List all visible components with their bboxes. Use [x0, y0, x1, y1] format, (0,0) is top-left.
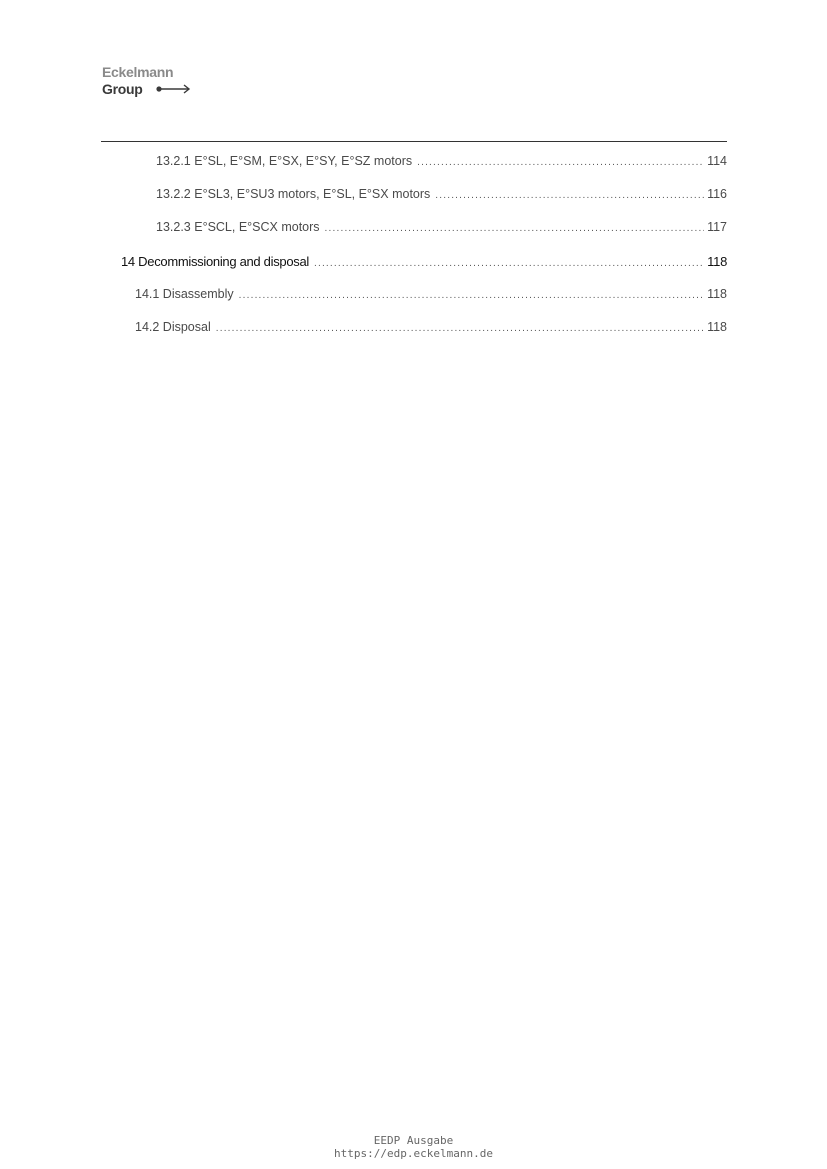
toc-entry-title: 14.1 Disassembly — [135, 287, 234, 301]
toc-entry-title: 14 Decommissioning and disposal — [121, 254, 309, 269]
logo-line-eckelmann: Eckelmann — [102, 64, 174, 80]
toc-entry-page: 116 — [707, 187, 727, 201]
toc-entry-14[interactable] — [121, 254, 727, 272]
toc-entry-title: 13.2.2 E°SL3, E°SU3 motors, E°SL, E°SX motors — [156, 187, 431, 201]
toc-entry-page: 118 — [707, 254, 727, 269]
toc-leader-dots — [435, 190, 704, 201]
toc-entry-title: 13.2.3 E°SCL, E°SCX motors — [156, 220, 320, 234]
toc-entry-title: 13.2.1 E°SL, E°SM, E°SX, E°SY, E°SZ motors — [156, 154, 413, 168]
toc-entry-14-1[interactable] — [135, 287, 727, 305]
footer-url-link[interactable]: https://edp.eckelmann.de — [334, 1147, 493, 1160]
toc-entry-13-2-2[interactable] — [156, 187, 727, 205]
toc-entry-13-2-3[interactable] — [156, 220, 727, 238]
header-rule — [101, 141, 727, 142]
toc-entry-page: 114 — [707, 154, 727, 168]
logo-line-group: Group — [102, 81, 143, 97]
toc-leader-dots — [239, 290, 704, 301]
toc-leader-dots — [216, 323, 704, 334]
toc-entry-page: 118 — [707, 287, 727, 301]
toc-entry-page: 118 — [707, 320, 727, 334]
toc-leader-dots — [417, 157, 704, 168]
toc-leader-dots — [314, 258, 704, 269]
toc-entry-page: 117 — [707, 220, 727, 234]
page-footer — [0, 1134, 827, 1160]
toc-entry-14-2[interactable] — [135, 320, 727, 338]
toc-leader-dots — [325, 223, 705, 234]
logo-arrow-icon — [156, 83, 192, 95]
eckelmann-group-logo — [102, 64, 202, 100]
toc-entry-13-2-1[interactable] — [156, 154, 727, 172]
toc-entry-title: 14.2 Disposal — [135, 320, 211, 334]
footer-edition-label: EEDP Ausgabe — [373, 1134, 454, 1147]
